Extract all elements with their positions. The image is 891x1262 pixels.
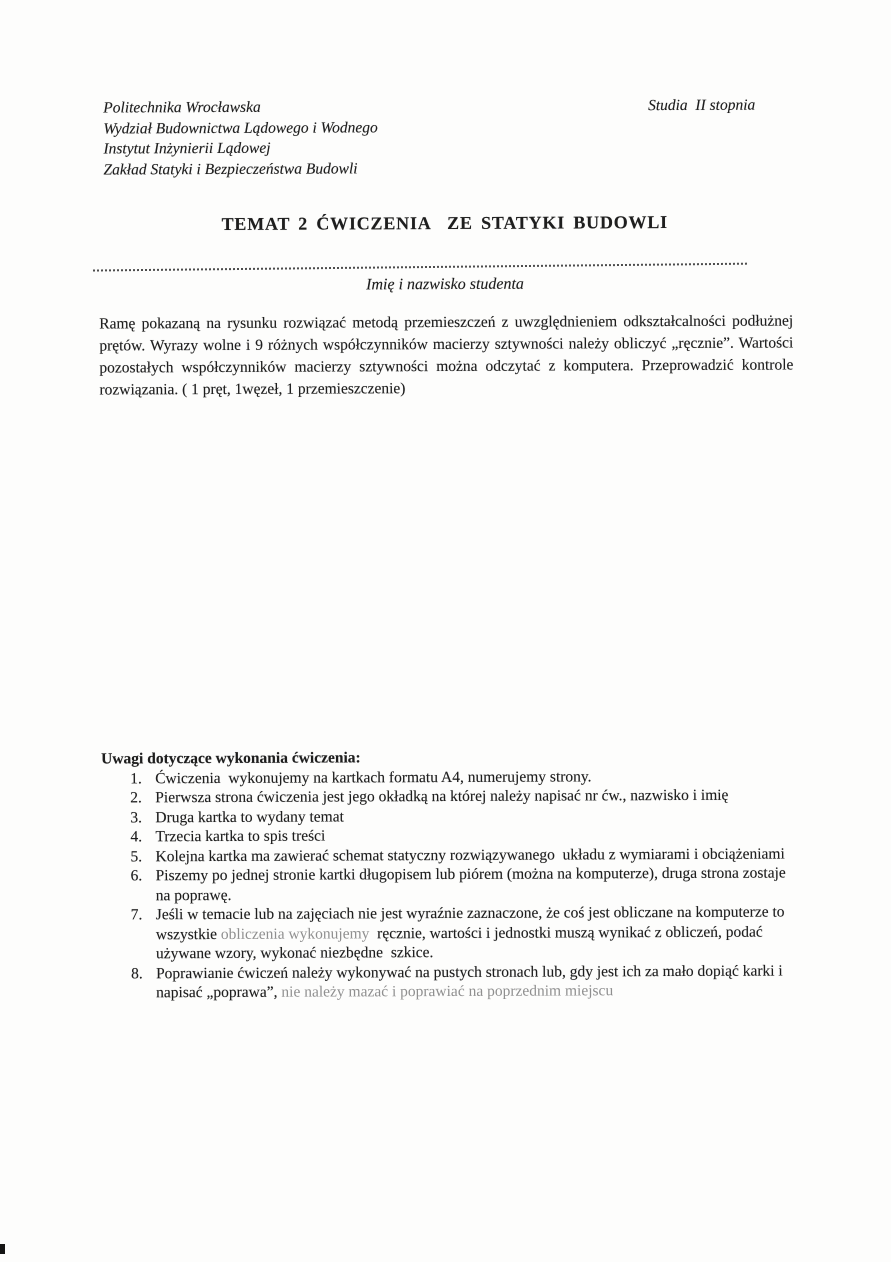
note-item-number: 6. <box>130 867 143 885</box>
document-header <box>103 96 755 181</box>
note-item-text: Kolejna kartka ma zawierać schemat statyczny rozwiązywanego układu z wymiarami i obciążeniami <box>155 845 785 865</box>
note-item-number: 2. <box>130 789 142 807</box>
task-paragraph: Ramę pokazaną na rysunku rozwiązać metodą przemieszczeń z uwzględnieniem odkształcalności podłużnej prętów. Wyrazy wolne i 9 różnych współczynników macierzy sztywności należy obliczyć „ręcznie”. Wartości pozostałych współczynników macierzy sztywności można odczytać z komputera. Przeprowadzić kontrole rozwiązania. ( 1 pręt, 1węzeł, 1 przemieszczenie) <box>99 312 798 399</box>
notes-section <box>101 746 804 1003</box>
institution-line-institute: Instytut Inżynierii Lądowej <box>103 139 271 158</box>
name-fill-in-line <box>93 254 747 272</box>
institution-line-faculty: Wydział Budownictwa Lądowego i Wodnego <box>103 118 378 137</box>
note-item-number: 4. <box>130 828 143 846</box>
note-item-text: Ćwiczenia wykonujemy na kartkach formatu A4, numerujemy strony. <box>155 767 592 787</box>
note-item-6 <box>102 863 804 905</box>
notes-list <box>101 766 804 1003</box>
note-item-text: Poprawianie ćwiczeń należy wykonywać na pustych stronach lub, gdy jest ich za mało dopiąć karki i napisać „poprawa”, nie należy mazać i poprawiać na poprzednim miejscu <box>156 962 787 1002</box>
note-item-text: Jeśli w temacie lub na zajęciach nie jest wyraźnie zaznaczone, że coś jest obliczane na komputerze to wszystkie obliczenia wykonujemy ręcznie, wartości i jednostki muszą wynikać z obliczeń, podać używane wzory, wykonać niezbędne szkice. <box>155 903 789 963</box>
note-item-text: Druga kartka to wydany temat <box>155 807 344 826</box>
note-item-number: 5. <box>130 847 143 865</box>
scan-artifact-mark <box>0 1244 5 1254</box>
institution-block <box>103 97 378 180</box>
document-title: TEMAT 2 ĆWICZENIA ZE STATYKI BUDOWLI <box>221 212 668 234</box>
note-item-7 <box>102 902 804 964</box>
note-item-text: Piszemy po jednej stronie kartki długopisem lub piórem (można na komputerze), druga strona zostaje na poprawę. <box>155 864 790 904</box>
institution-line-department: Zakład Statyki i Bezpieczeństwa Budowli <box>103 159 358 178</box>
notes-heading: Uwagi dotyczące wykonania ćwiczenia: <box>101 749 361 768</box>
note-item-number: 7. <box>130 906 143 924</box>
note-item-8 <box>102 961 804 1003</box>
note-item-text: Pierwsza strona ćwiczenia jest jego okładką na której należy napisać nr ćw., nazwisko i imię <box>155 786 729 807</box>
study-program-label: Studia II stopnia <box>648 96 756 115</box>
note-item-number: 3. <box>130 808 143 826</box>
note-item-text: Trzecia kartka to spis treści <box>155 827 326 846</box>
name-caption: Imię i nazwisko studenta <box>366 275 524 294</box>
institution-line-university: Politechnika Wrocławska <box>103 98 261 117</box>
note-item-number: 8. <box>131 964 143 982</box>
note-item-number: 1. <box>130 769 142 787</box>
